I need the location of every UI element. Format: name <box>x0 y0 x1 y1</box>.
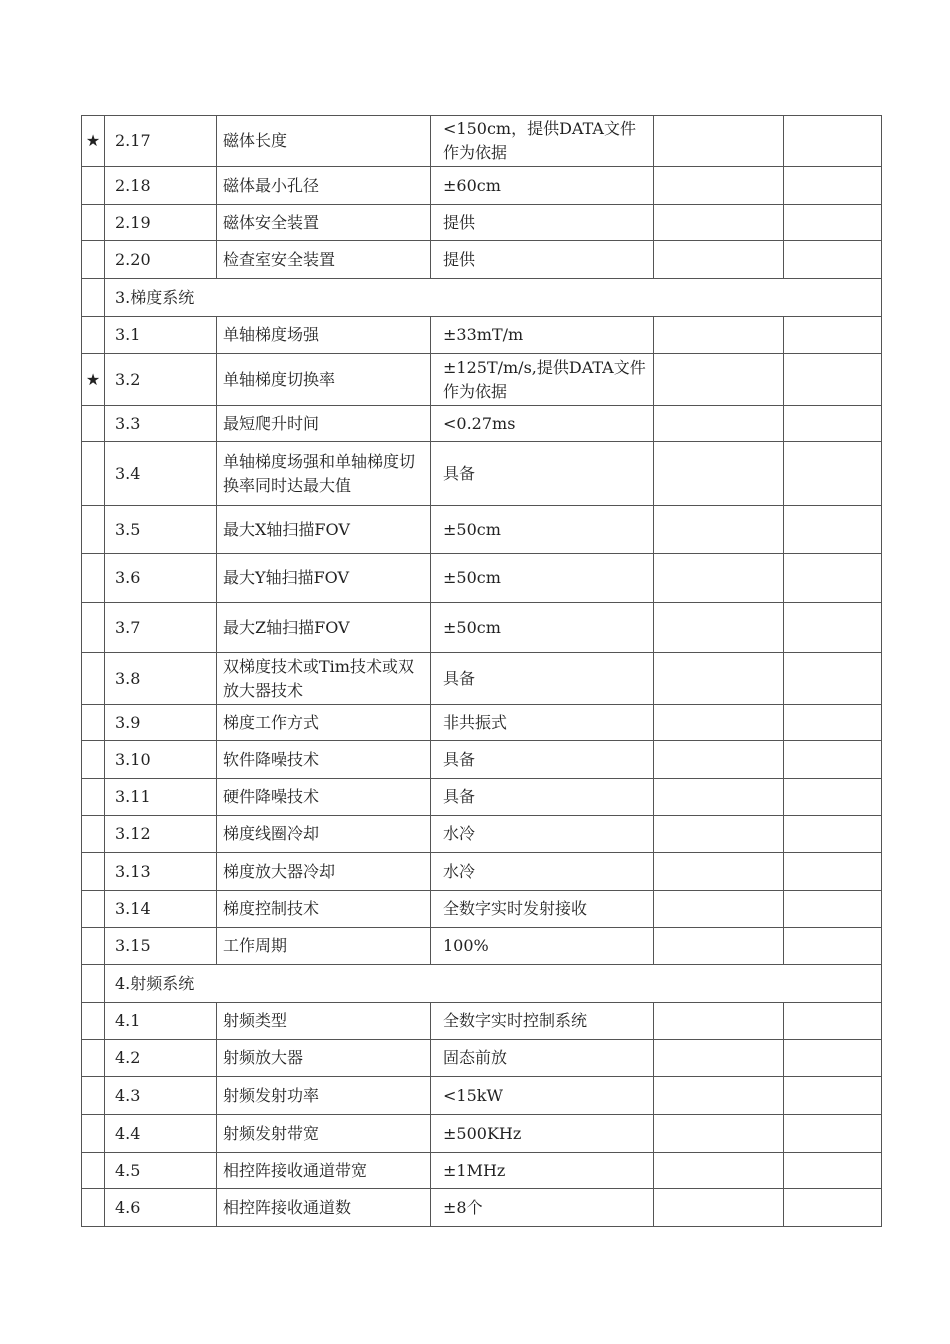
empty-cell <box>654 603 784 653</box>
empty-cell <box>654 1153 784 1189</box>
empty-cell <box>654 1003 784 1040</box>
star-mark <box>82 1115 105 1153</box>
empty-cell <box>784 779 882 816</box>
item-number: 2.20 <box>105 241 217 279</box>
star-mark <box>82 653 105 705</box>
item-value: 非共振式 <box>431 705 654 741</box>
empty-cell <box>784 205 882 241</box>
item-value: 100% <box>431 928 654 965</box>
table-row <box>82 603 882 653</box>
star-mark <box>82 928 105 965</box>
empty-cell <box>784 1040 882 1077</box>
empty-cell <box>784 554 882 603</box>
item-name: 磁体长度 <box>217 116 431 167</box>
table-row <box>82 853 882 891</box>
table-row <box>82 354 882 406</box>
spec-table <box>81 115 882 1227</box>
item-name: 磁体安全装置 <box>217 205 431 241</box>
empty-cell <box>654 741 784 779</box>
spec-table-body <box>82 116 882 1227</box>
table-row <box>82 1153 882 1189</box>
empty-cell <box>784 928 882 965</box>
item-value: 固态前放 <box>431 1040 654 1077</box>
empty-cell <box>654 853 784 891</box>
empty-cell <box>784 816 882 853</box>
table-row <box>82 741 882 779</box>
section-row <box>82 965 882 1003</box>
item-name: 梯度放大器冷却 <box>217 853 431 891</box>
item-number: 2.19 <box>105 205 217 241</box>
item-value: ±125T/m/s,提供DATA文件作为依据 <box>431 354 654 406</box>
empty-cell <box>784 1153 882 1189</box>
item-number: 4.3 <box>105 1077 217 1115</box>
item-number: 3.6 <box>105 554 217 603</box>
item-name: 最短爬升时间 <box>217 406 431 442</box>
empty-cell <box>784 653 882 705</box>
item-name: 双梯度技术或Tim技术或双放大器技术 <box>217 653 431 705</box>
item-number: 4.1 <box>105 1003 217 1040</box>
item-number: 3.5 <box>105 506 217 554</box>
item-name: 最大Y轴扫描FOV <box>217 554 431 603</box>
table-row <box>82 779 882 816</box>
star-cell <box>82 965 105 1003</box>
item-number: 3.2 <box>105 354 217 406</box>
item-value: 水冷 <box>431 816 654 853</box>
item-value: ±1MHz <box>431 1153 654 1189</box>
item-value: 具备 <box>431 653 654 705</box>
star-mark <box>82 406 105 442</box>
item-number: 4.5 <box>105 1153 217 1189</box>
item-name: 硬件降噪技术 <box>217 779 431 816</box>
empty-cell <box>784 1003 882 1040</box>
table-row <box>82 167 882 205</box>
table-row <box>82 241 882 279</box>
item-value: 具备 <box>431 741 654 779</box>
star-mark <box>82 1040 105 1077</box>
empty-cell <box>654 891 784 928</box>
empty-cell <box>654 406 784 442</box>
empty-cell <box>784 705 882 741</box>
empty-cell <box>784 167 882 205</box>
item-value: 具备 <box>431 442 654 506</box>
star-mark <box>82 891 105 928</box>
table-row <box>82 506 882 554</box>
item-name: 单轴梯度场强和单轴梯度切换率同时达最大值 <box>217 442 431 506</box>
item-number: 3.9 <box>105 705 217 741</box>
star-mark <box>82 705 105 741</box>
item-value: ±33mT/m <box>431 317 654 354</box>
table-row <box>82 317 882 354</box>
empty-cell <box>654 779 784 816</box>
table-row <box>82 205 882 241</box>
empty-cell <box>654 205 784 241</box>
star-mark <box>82 1189 105 1227</box>
star-mark <box>82 167 105 205</box>
empty-cell <box>784 241 882 279</box>
empty-cell <box>654 167 784 205</box>
star-mark <box>82 603 105 653</box>
empty-cell <box>784 442 882 506</box>
item-value: ±50cm <box>431 603 654 653</box>
empty-cell <box>654 116 784 167</box>
item-value: 提供 <box>431 205 654 241</box>
item-number: 3.11 <box>105 779 217 816</box>
item-number: 4.4 <box>105 1115 217 1153</box>
table-row <box>82 1189 882 1227</box>
item-name: 相控阵接收通道数 <box>217 1189 431 1227</box>
item-name: 单轴梯度场强 <box>217 317 431 354</box>
item-number: 3.10 <box>105 741 217 779</box>
item-name: 射频发射功率 <box>217 1077 431 1115</box>
table-row <box>82 406 882 442</box>
item-number: 3.15 <box>105 928 217 965</box>
empty-cell <box>784 1115 882 1153</box>
item-name: 检查室安全装置 <box>217 241 431 279</box>
empty-cell <box>654 653 784 705</box>
star-mark <box>82 779 105 816</box>
star-mark <box>82 853 105 891</box>
item-name: 单轴梯度切换率 <box>217 354 431 406</box>
item-name: 软件降噪技术 <box>217 741 431 779</box>
star-mark <box>82 1153 105 1189</box>
star-mark <box>82 1003 105 1040</box>
star-mark <box>82 741 105 779</box>
star-mark <box>82 442 105 506</box>
table-row <box>82 116 882 167</box>
item-number: 4.6 <box>105 1189 217 1227</box>
star-mark <box>82 506 105 554</box>
empty-cell <box>784 1189 882 1227</box>
empty-cell <box>654 816 784 853</box>
empty-cell <box>654 1077 784 1115</box>
table-row <box>82 705 882 741</box>
empty-cell <box>654 1040 784 1077</box>
star-mark <box>82 1077 105 1115</box>
empty-cell <box>784 853 882 891</box>
table-row <box>82 891 882 928</box>
empty-cell <box>784 603 882 653</box>
star-mark: ★ <box>82 354 105 406</box>
table-row <box>82 1077 882 1115</box>
empty-cell <box>784 317 882 354</box>
item-number: 3.14 <box>105 891 217 928</box>
item-name: 最大Z轴扫描FOV <box>217 603 431 653</box>
item-name: 梯度控制技术 <box>217 891 431 928</box>
item-number: 3.4 <box>105 442 217 506</box>
table-row <box>82 653 882 705</box>
item-number: 3.8 <box>105 653 217 705</box>
item-value: ±50cm <box>431 506 654 554</box>
empty-cell <box>654 506 784 554</box>
item-number: 3.3 <box>105 406 217 442</box>
item-value: ±8个 <box>431 1189 654 1227</box>
empty-cell <box>784 891 882 928</box>
table-row <box>82 1003 882 1040</box>
table-row <box>82 928 882 965</box>
star-mark <box>82 816 105 853</box>
empty-cell <box>654 554 784 603</box>
table-row <box>82 1115 882 1153</box>
table-row <box>82 816 882 853</box>
item-number: 2.18 <box>105 167 217 205</box>
item-value: <0.27ms <box>431 406 654 442</box>
item-number: 3.7 <box>105 603 217 653</box>
table-row <box>82 554 882 603</box>
item-number: 3.1 <box>105 317 217 354</box>
empty-cell <box>654 241 784 279</box>
empty-cell <box>654 705 784 741</box>
empty-cell <box>784 1077 882 1115</box>
item-value: ±60cm <box>431 167 654 205</box>
item-value: ±500KHz <box>431 1115 654 1153</box>
empty-cell <box>654 928 784 965</box>
empty-cell <box>654 442 784 506</box>
item-name: 射频放大器 <box>217 1040 431 1077</box>
empty-cell <box>784 506 882 554</box>
empty-cell <box>784 741 882 779</box>
item-value: 水冷 <box>431 853 654 891</box>
star-mark <box>82 554 105 603</box>
section-row <box>82 279 882 317</box>
item-name: 最大X轴扫描FOV <box>217 506 431 554</box>
item-number: 3.13 <box>105 853 217 891</box>
empty-cell <box>654 1115 784 1153</box>
table-row <box>82 442 882 506</box>
item-value: 具备 <box>431 779 654 816</box>
table-row <box>82 1040 882 1077</box>
star-mark <box>82 205 105 241</box>
item-value: <15kW <box>431 1077 654 1115</box>
item-value: 全数字实时发射接收 <box>431 891 654 928</box>
empty-cell <box>654 317 784 354</box>
empty-cell <box>784 354 882 406</box>
item-value: ±50cm <box>431 554 654 603</box>
item-number: 4.2 <box>105 1040 217 1077</box>
item-number: 2.17 <box>105 116 217 167</box>
item-name: 工作周期 <box>217 928 431 965</box>
item-name: 射频发射带宽 <box>217 1115 431 1153</box>
section-title: 4.射频系统 <box>105 965 882 1003</box>
star-mark <box>82 317 105 354</box>
empty-cell <box>784 116 882 167</box>
item-value: 全数字实时控制系统 <box>431 1003 654 1040</box>
item-value: <150cm，提供DATA文件作为依据 <box>431 116 654 167</box>
item-name: 相控阵接收通道带宽 <box>217 1153 431 1189</box>
empty-cell <box>654 354 784 406</box>
item-name: 射频类型 <box>217 1003 431 1040</box>
item-name: 梯度工作方式 <box>217 705 431 741</box>
item-name: 磁体最小孔径 <box>217 167 431 205</box>
item-name: 梯度线圈冷却 <box>217 816 431 853</box>
item-value: 提供 <box>431 241 654 279</box>
section-title: 3.梯度系统 <box>105 279 882 317</box>
star-mark <box>82 241 105 279</box>
empty-cell <box>784 406 882 442</box>
item-number: 3.12 <box>105 816 217 853</box>
star-cell <box>82 279 105 317</box>
empty-cell <box>654 1189 784 1227</box>
star-mark: ★ <box>82 116 105 167</box>
